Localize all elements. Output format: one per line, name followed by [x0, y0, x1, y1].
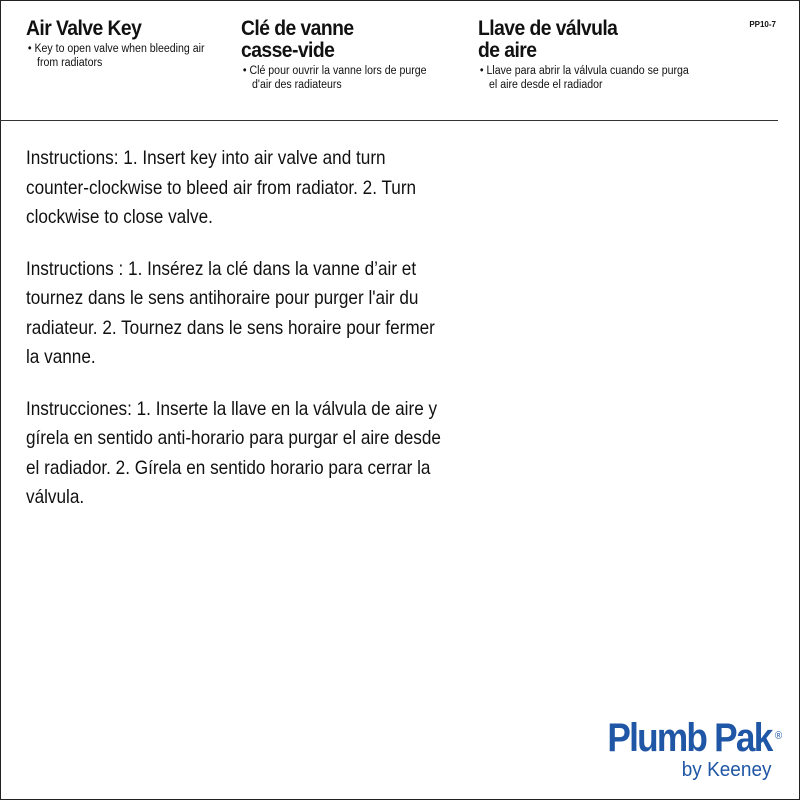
brand-name-wrap — [607, 716, 783, 760]
english-header — [26, 18, 226, 70]
instructions-body — [26, 144, 466, 535]
french-title-line1: Clé de vanne — [241, 17, 354, 40]
brand-name: Plumb Pak — [607, 716, 772, 760]
spanish-bullet: • Llave para abrir la válvula cuando se purga el aire desde el radiador — [479, 65, 689, 91]
french-title-line2: casse-vide — [241, 39, 335, 62]
header-divider — [0, 120, 778, 121]
english-title: Air Valve Key — [26, 17, 142, 40]
instructions-french: Instructions : 1. Insérez la clé dans la vanne d’air et tournez dans le sens antihoraire pour purger l'air du radiateur. 2. Tournez dans le sens horaire pour fermer la vanne. — [26, 257, 435, 368]
instructions-spanish: Instrucciones: 1. Inserte la llave en la válvula de aire y gírela en sentido anti-horario para purgar el aire desde el radiador. 2. Gírela en sentido horario para cerrar la válvula. — [26, 397, 441, 508]
english-bullet: • Key to open valve when bleeding air from radiators — [27, 43, 205, 69]
spanish-header — [478, 18, 708, 92]
brand-logo — [585, 716, 783, 782]
product-code: PP10-7 — [749, 20, 776, 29]
french-header — [241, 18, 456, 92]
spanish-title-line2: de aire — [478, 39, 537, 62]
french-bullet: • Clé pour ouvrir la vanne lors de purge d'air des radiateurs — [242, 65, 427, 91]
instructions-english: Instructions: 1. Insert key into air valve and turn counter-clockwise to bleed air from radiator. 2. Turn clockwise to close valve. — [26, 147, 417, 228]
registered-mark: ® — [775, 730, 783, 742]
brand-subline: by Keeney — [682, 759, 772, 781]
spanish-title-line1: Llave de válvula — [478, 17, 618, 40]
